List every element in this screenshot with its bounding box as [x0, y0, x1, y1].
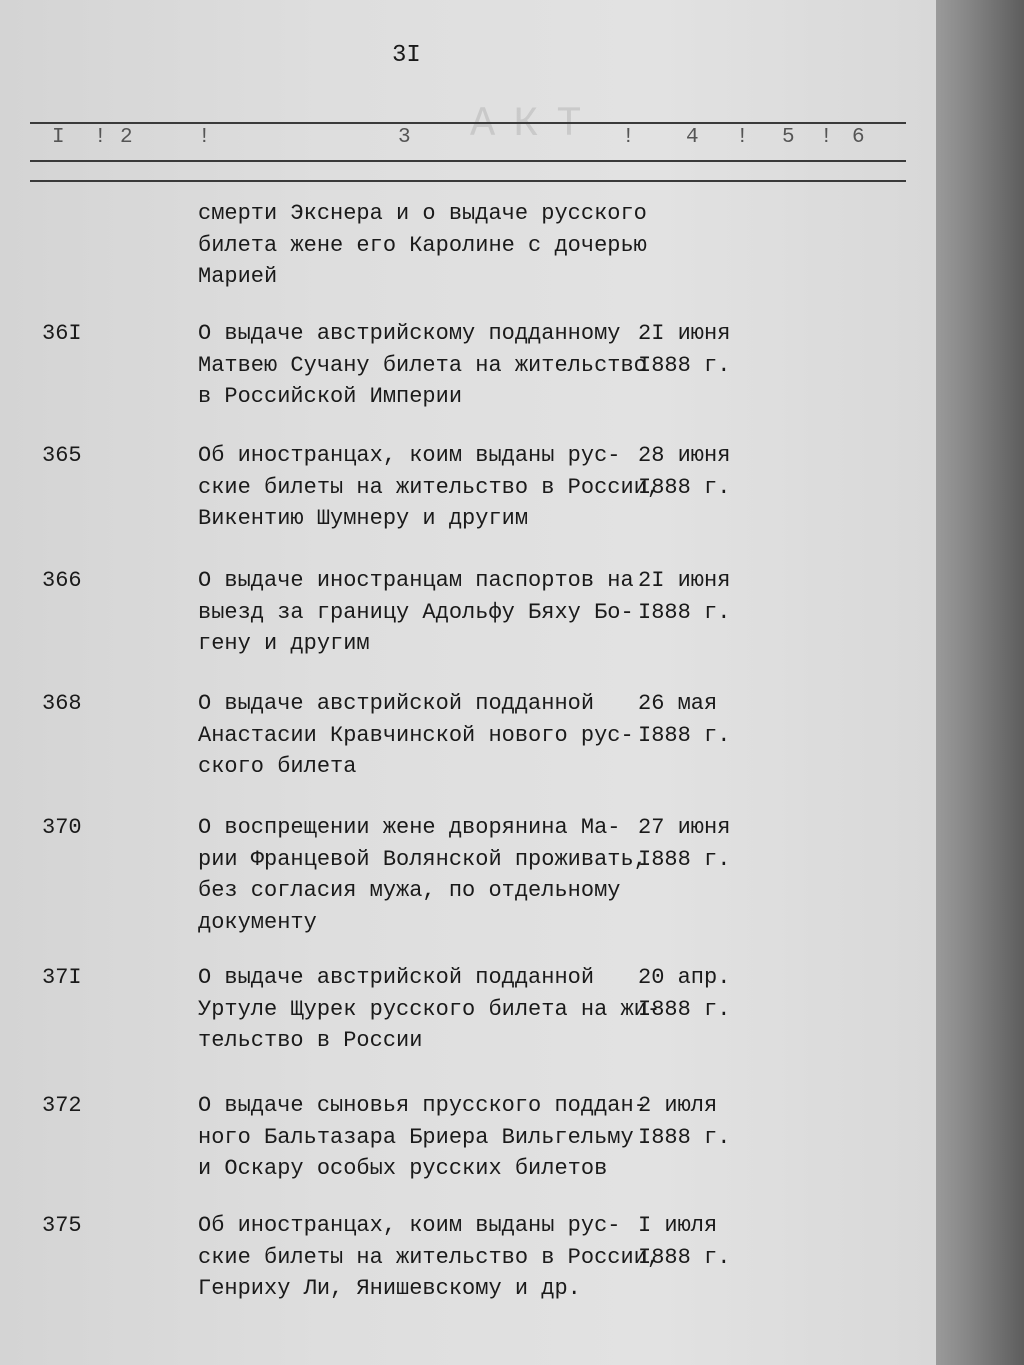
row-date: 28 июня I888 г.: [638, 443, 731, 500]
row-description: Об иностранцах, коим выданы рус- ские билеты на жительство в России, Генриху Ли, Янишевскому и др.: [198, 1213, 661, 1301]
row-date: 26 мая I888 г.: [638, 691, 731, 748]
header-col-3: 3: [398, 126, 411, 149]
header-separator: !: [198, 126, 211, 149]
header-rule-under: [30, 180, 906, 182]
row-date: 20 апр. I888 г.: [638, 965, 731, 1022]
row-description: Об иностранцах, коим выданы рус- ские билеты на жительство в России, Викентию Шумнеру и другим: [198, 443, 661, 531]
page-edge-shadow: [936, 0, 1024, 1365]
row-description: О выдаче иностранцам паспортов на выезд за границу Адольфу Бяху Бо- гену и другим: [198, 568, 634, 656]
header-col-2: 2: [120, 126, 133, 149]
row-description: О выдаче австрийской подданной Уртуле Щурек русского билета на жи- тельство в России: [198, 965, 661, 1053]
row-number: 366: [42, 568, 82, 593]
header-separator: !: [622, 126, 635, 149]
header-rule-bottom: [30, 160, 906, 162]
continuation-description: смерти Экснера и о выдаче русского билета жене его Каролине с дочерью Марией: [198, 201, 647, 289]
header-separator: !: [94, 126, 107, 149]
header-col-6: 6: [852, 126, 865, 149]
row-description: О выдаче австрийской подданной Анастасии Кравчинской нового рус- ского билета: [198, 691, 634, 779]
header-rule-top: [30, 122, 906, 124]
row-description: О воспрещении жене дворянина Ма- рии Францевой Волянской проживать, без согласия мужа, по отдельному документу: [198, 815, 647, 935]
row-number: 372: [42, 1093, 82, 1118]
row-description: О выдаче сыновья прусского поддан- ного Бальтазара Бриера Вильгельму и Оскару особых русских билетов: [198, 1093, 647, 1181]
row-date: 2I июня I888 г.: [638, 568, 731, 625]
row-date: 2I июня I888 г.: [638, 321, 731, 378]
row-number: 365: [42, 443, 82, 468]
bleed-through-text: АКТ: [470, 100, 600, 148]
row-number: 375: [42, 1213, 82, 1238]
row-number: 37I: [42, 965, 82, 990]
header-col-5: 5: [782, 126, 795, 149]
row-date: 2 июля I888 г.: [638, 1093, 731, 1150]
header-col-1: I: [52, 126, 65, 149]
row-number: 368: [42, 691, 82, 716]
page-number: 3I: [392, 42, 421, 69]
row-number: 370: [42, 815, 82, 840]
row-date: I июля I888 г.: [638, 1213, 731, 1270]
header-col-4: 4: [686, 126, 699, 149]
header-separator: !: [820, 126, 833, 149]
header-separator: !: [736, 126, 749, 149]
row-description: О выдаче австрийскому подданному Матвею Сучану билета на жительство в Российской Империи: [198, 321, 647, 409]
row-date: 27 июня I888 г.: [638, 815, 731, 872]
row-number: 36I: [42, 321, 82, 346]
